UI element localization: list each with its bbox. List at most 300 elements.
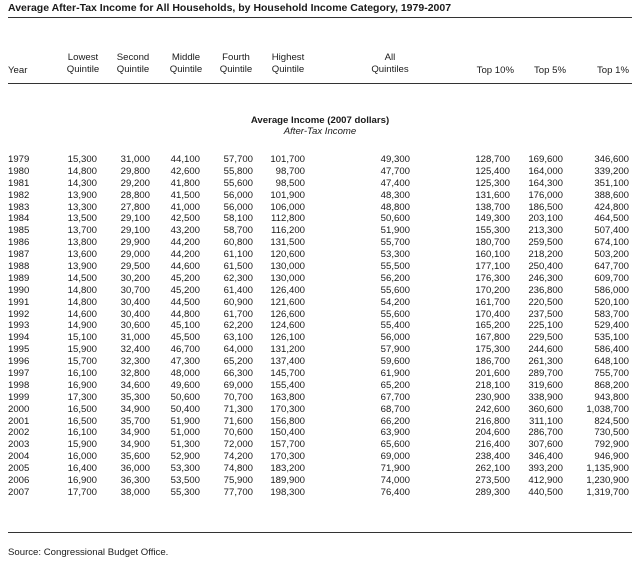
cell-middle: 51,000 [170,427,200,439]
cell-middle: 44,500 [170,296,200,308]
cell-year: 1992 [8,308,30,320]
cell-lowest: 16,100 [67,427,97,439]
cell-lowest: 15,900 [67,439,97,451]
cell-lowest: 13,900 [67,261,97,273]
cell-top10: 180,700 [475,237,510,249]
cell-all: 56,000 [380,332,410,344]
cell-top10: 160,100 [475,249,510,261]
cell-fourth: 65,200 [223,356,253,368]
cell-fourth: 61,700 [223,308,253,320]
cell-middle: 42,600 [170,165,200,177]
cell-middle: 45,200 [170,284,200,296]
cell-middle: 41,000 [170,201,200,213]
cell-year: 1991 [8,296,30,308]
cell-top10: 262,100 [475,463,510,475]
cell-all: 65,600 [380,439,410,451]
cell-year: 1989 [8,272,30,284]
cell-year: 1999 [8,391,30,403]
cell-top5: 307,600 [528,439,563,451]
cell-lowest: 15,300 [67,154,97,165]
cell-all: 55,500 [380,261,410,273]
cell-all: 65,200 [380,379,410,391]
cell-top1: 946,900 [594,451,629,463]
table-row [0,237,640,249]
cell-lowest: 15,900 [67,344,97,356]
cell-second: 29,200 [120,177,150,189]
footer-rule [8,532,632,533]
source-note: Source: Congressional Budget Office. [8,547,169,558]
cell-middle: 44,200 [170,249,200,261]
table-row [0,463,640,475]
cell-top10: 165,200 [475,320,510,332]
cell-top10: 176,300 [475,272,510,284]
cell-lowest: 16,100 [67,368,97,380]
cell-top5: 393,200 [528,463,563,475]
cell-year: 1985 [8,225,30,237]
cell-fourth: 61,500 [223,261,253,273]
cell-lowest: 13,700 [67,225,97,237]
cell-lowest: 16,500 [67,415,97,427]
cell-second: 27,800 [120,201,150,213]
cell-top1: 1,319,700 [586,486,629,498]
cell-top5: 440,500 [528,486,563,498]
cell-middle: 45,200 [170,272,200,284]
cell-second: 35,600 [120,451,150,463]
cell-top10: 289,300 [475,486,510,498]
cell-fourth: 69,000 [223,379,253,391]
cell-lowest: 16,900 [67,475,97,487]
cell-top5: 186,500 [528,201,563,213]
cell-second: 32,400 [120,344,150,356]
cell-second: 30,600 [120,320,150,332]
cell-year: 1996 [8,356,30,368]
cell-year: 2002 [8,427,30,439]
cell-lowest: 13,600 [67,249,97,261]
cell-highest: 156,800 [270,415,305,427]
table-row [0,439,640,451]
cell-highest: 145,700 [270,368,305,380]
cell-second: 35,700 [120,415,150,427]
table-row [0,273,640,285]
cell-middle: 47,300 [170,356,200,368]
cell-highest: 124,600 [270,320,305,332]
cell-second: 32,300 [120,356,150,368]
cell-fourth: 55,800 [223,165,253,177]
cell-fourth: 70,600 [223,427,253,439]
cell-lowest: 14,600 [67,308,97,320]
cell-all: 71,900 [380,463,410,475]
cell-highest: 126,100 [270,332,305,344]
cell-top5: 244,600 [528,344,563,356]
cell-lowest: 13,300 [67,201,97,213]
cell-top10: 273,500 [475,475,510,487]
table-row [0,356,640,368]
table-row [0,213,640,225]
table-row [0,285,640,297]
cell-top1: 648,100 [594,356,629,368]
cell-lowest: 14,500 [67,272,97,284]
cell-top1: 507,400 [594,225,629,237]
cell-top1: 529,400 [594,320,629,332]
cell-top5: 338,900 [528,391,563,403]
cell-highest: 98,500 [275,177,305,189]
cell-highest: 131,200 [270,344,305,356]
cell-year: 1994 [8,332,30,344]
table-row [0,427,640,439]
cell-second: 34,900 [120,427,150,439]
table-row [0,404,640,416]
cell-top1: 943,800 [594,391,629,403]
cell-year: 2000 [8,403,30,415]
cell-middle: 41,500 [170,189,200,201]
cell-all: 54,200 [380,296,410,308]
table-row [0,332,640,344]
cell-second: 30,200 [120,272,150,284]
cell-top10: 170,400 [475,308,510,320]
cell-middle: 41,800 [170,177,200,189]
table-row [0,380,640,392]
cell-middle: 45,500 [170,332,200,344]
cell-top10: 131,600 [475,189,510,201]
cell-top1: 346,600 [594,154,629,165]
cell-all: 67,700 [380,391,410,403]
cell-highest: 120,600 [270,249,305,261]
cell-fourth: 56,000 [223,201,253,213]
cell-fourth: 61,100 [223,249,253,261]
cell-top1: 503,200 [594,249,629,261]
cell-lowest: 13,800 [67,237,97,249]
cell-fourth: 62,300 [223,272,253,284]
cell-top10: 186,700 [475,356,510,368]
header-fourth-quintile: Fourth Quintile [219,52,253,75]
table-row [0,320,640,332]
cell-top10: 218,100 [475,379,510,391]
table-row [0,309,640,321]
cell-middle: 42,500 [170,213,200,225]
header-top-5: Top 5% [534,65,566,76]
cell-top5: 250,400 [528,261,563,273]
cell-year: 1988 [8,261,30,273]
cell-top1: 388,600 [594,189,629,201]
cell-second: 34,600 [120,379,150,391]
cell-highest: 101,900 [270,189,305,201]
cell-highest: 112,800 [271,213,305,225]
cell-top5: 259,500 [528,237,563,249]
cell-middle: 46,700 [170,344,200,356]
header-year: Year [8,65,28,76]
cell-top10: 161,700 [475,296,510,308]
cell-top5: 289,700 [528,368,563,380]
cell-top5: 203,100 [528,213,563,225]
section-subtitle: After-Tax Income [283,126,357,137]
cell-top10: 170,200 [475,284,510,296]
cell-top5: 261,300 [528,356,563,368]
cell-lowest: 16,900 [67,379,97,391]
title-rule [8,17,632,18]
cell-year: 1983 [8,201,30,213]
header-middle-quintile: Middle Quintile [169,52,203,75]
table-row [0,225,640,237]
cell-all: 55,400 [380,320,410,332]
header-top-10: Top 10% [476,65,514,76]
cell-second: 38,000 [120,486,150,498]
cell-fourth: 64,000 [223,344,253,356]
cell-lowest: 17,700 [67,486,97,498]
cell-fourth: 74,800 [223,463,253,475]
cell-top5: 176,000 [528,189,563,201]
cell-all: 51,900 [380,225,410,237]
cell-highest: 116,200 [271,225,305,237]
header-lowest-quintile: Lowest Quintile [66,52,100,75]
cell-lowest: 13,500 [67,213,97,225]
cell-top5: 225,100 [528,320,563,332]
cell-all: 47,700 [380,165,410,177]
cell-fourth: 72,000 [223,439,253,451]
cell-highest: 170,300 [270,403,305,415]
cell-year: 1980 [8,165,30,177]
cell-top10: 216,800 [475,415,510,427]
cell-second: 30,400 [120,308,150,320]
cell-year: 2001 [8,415,30,427]
cell-top1: 339,200 [594,165,629,177]
cell-all: 48,800 [380,201,410,213]
cell-middle: 50,600 [170,391,200,403]
cell-top5: 311,100 [529,415,563,427]
cell-year: 1984 [8,213,30,225]
cell-highest: 121,600 [270,296,305,308]
cell-top10: 167,800 [475,332,510,344]
cell-top5: 286,700 [528,427,563,439]
cell-all: 50,600 [380,213,410,225]
cell-fourth: 57,700 [223,154,253,165]
cell-second: 29,000 [120,249,150,261]
table-row [0,451,640,463]
cell-fourth: 71,300 [223,403,253,415]
cell-highest: 126,400 [270,284,305,296]
cell-highest: 126,600 [270,308,305,320]
cell-top1: 730,500 [594,427,629,439]
cell-middle: 51,900 [170,415,200,427]
header-highest-quintile: Highest Quintile [271,52,305,75]
section-title: Average Income (2007 dollars) [250,115,390,126]
cell-all: 53,300 [380,249,410,261]
cell-top10: 177,100 [475,261,510,273]
cell-fourth: 71,600 [223,415,253,427]
cell-all: 68,700 [380,403,410,415]
cell-lowest: 15,100 [67,332,97,344]
cell-top5: 213,300 [528,225,563,237]
cell-second: 34,900 [120,439,150,451]
cell-top5: 164,000 [528,165,563,177]
data-table-body [0,154,640,499]
cell-top5: 169,600 [528,154,563,165]
cell-middle: 50,400 [170,403,200,415]
cell-year: 1979 [8,154,30,165]
table-row [0,475,640,487]
cell-top1: 1,230,900 [586,475,629,487]
header-all-quintiles: All Quintiles [371,52,409,75]
cell-highest: 163,800 [270,391,305,403]
cell-all: 55,600 [380,308,410,320]
cell-year: 2005 [8,463,30,475]
cell-fourth: 74,200 [223,451,253,463]
cell-second: 28,800 [120,189,150,201]
cell-middle: 45,100 [170,320,200,332]
cell-top5: 229,500 [528,332,563,344]
cell-top10: 155,300 [475,225,510,237]
cell-highest: 183,200 [270,463,305,475]
cell-middle: 44,100 [170,154,200,165]
cell-fourth: 60,800 [223,237,253,249]
cell-lowest: 15,700 [67,356,97,368]
cell-all: 69,000 [380,451,410,463]
cell-top1: 1,135,900 [586,463,629,475]
cell-middle: 44,600 [170,261,200,273]
cell-top10: 216,400 [475,439,510,451]
cell-highest: 137,400 [270,356,305,368]
cell-top5: 164,300 [528,177,563,189]
table-row [0,202,640,214]
table-row [0,368,640,380]
cell-all: 61,900 [380,368,410,380]
cell-top10: 201,600 [475,368,510,380]
cell-top5: 412,900 [528,475,563,487]
cell-second: 29,900 [120,237,150,249]
cell-all: 66,200 [380,415,410,427]
cell-highest: 157,700 [270,439,305,451]
cell-top10: 128,700 [475,154,510,165]
cell-top1: 868,200 [594,379,629,391]
cell-year: 2007 [8,486,30,498]
cell-top1: 824,500 [594,415,629,427]
cell-second: 36,000 [120,463,150,475]
cell-lowest: 14,800 [67,165,97,177]
cell-top10: 125,400 [475,165,510,177]
cell-top10: 242,600 [475,403,510,415]
cell-year: 1982 [8,189,30,201]
table-row [0,487,640,499]
cell-top1: 674,100 [594,237,629,249]
cell-top1: 647,700 [594,261,629,273]
cell-lowest: 16,400 [67,463,97,475]
cell-highest: 150,400 [270,427,305,439]
cell-highest: 170,300 [270,451,305,463]
cell-year: 1995 [8,344,30,356]
cell-top10: 230,900 [475,391,510,403]
cell-top10: 238,400 [475,451,510,463]
cell-all: 55,600 [380,284,410,296]
cell-top5: 346,400 [528,451,563,463]
cell-all: 49,300 [380,154,410,165]
cell-fourth: 66,300 [223,368,253,380]
cell-top1: 755,700 [594,368,629,380]
cell-fourth: 58,700 [223,225,253,237]
cell-top10: 149,300 [475,213,510,225]
cell-all: 59,600 [380,356,410,368]
cell-top10: 138,700 [475,201,510,213]
cell-top5: 220,500 [528,296,563,308]
table-row [0,261,640,273]
cell-lowest: 13,900 [67,189,97,201]
cell-all: 55,700 [380,237,410,249]
cell-year: 2004 [8,451,30,463]
cell-top5: 237,500 [528,308,563,320]
cell-year: 1990 [8,284,30,296]
cell-highest: 98,700 [275,165,305,177]
cell-second: 29,800 [120,165,150,177]
cell-top1: 586,000 [594,284,629,296]
cell-lowest: 16,000 [67,451,97,463]
cell-top1: 464,500 [594,213,629,225]
cell-year: 1993 [8,320,30,332]
cell-fourth: 61,400 [223,284,253,296]
table-row [0,178,640,190]
cell-fourth: 63,100 [223,332,253,344]
cell-fourth: 56,000 [223,189,253,201]
cell-year: 1986 [8,237,30,249]
cell-second: 29,100 [120,225,150,237]
cell-fourth: 77,700 [223,486,253,498]
cell-second: 30,400 [120,296,150,308]
cell-year: 1981 [8,177,30,189]
cell-second: 29,500 [120,261,150,273]
cell-second: 35,300 [120,391,150,403]
header-second-quintile: Second Quintile [116,52,150,75]
cell-middle: 55,300 [170,486,200,498]
cell-highest: 106,000 [270,201,305,213]
cell-top5: 360,600 [528,403,563,415]
table-row [0,297,640,309]
cell-second: 34,900 [120,403,150,415]
table-title: Average After-Tax Income for All Households, by Household Income Category, 1979-2007 [8,2,452,14]
cell-second: 36,300 [120,475,150,487]
cell-all: 57,900 [380,344,410,356]
cell-fourth: 58,100 [223,213,253,225]
cell-top10: 175,300 [475,344,510,356]
cell-top1: 586,400 [594,344,629,356]
cell-top1: 520,100 [594,296,629,308]
table-row [0,344,640,356]
cell-middle: 52,900 [170,451,200,463]
cell-highest: 155,400 [270,379,305,391]
cell-lowest: 14,800 [67,284,97,296]
cell-all: 47,400 [380,177,410,189]
cell-middle: 43,200 [170,225,200,237]
cell-year: 1998 [8,379,30,391]
header-rule [8,83,632,84]
cell-fourth: 75,900 [223,475,253,487]
cell-all: 76,400 [380,486,410,498]
cell-middle: 44,800 [170,308,200,320]
cell-highest: 189,900 [270,475,305,487]
table-row [0,392,640,404]
cell-second: 31,000 [120,332,150,344]
cell-all: 74,000 [380,475,410,487]
table-row [0,190,640,202]
cell-highest: 130,000 [270,272,305,284]
cell-year: 1997 [8,368,30,380]
cell-highest: 101,700 [270,154,305,165]
cell-lowest: 14,900 [67,320,97,332]
cell-highest: 198,300 [270,486,305,498]
cell-second: 32,800 [120,368,150,380]
cell-lowest: 17,300 [67,391,97,403]
cell-top1: 1,038,700 [586,403,629,415]
cell-highest: 131,500 [270,237,305,249]
cell-all: 63,900 [380,427,410,439]
cell-year: 2003 [8,439,30,451]
cell-fourth: 55,600 [223,177,253,189]
